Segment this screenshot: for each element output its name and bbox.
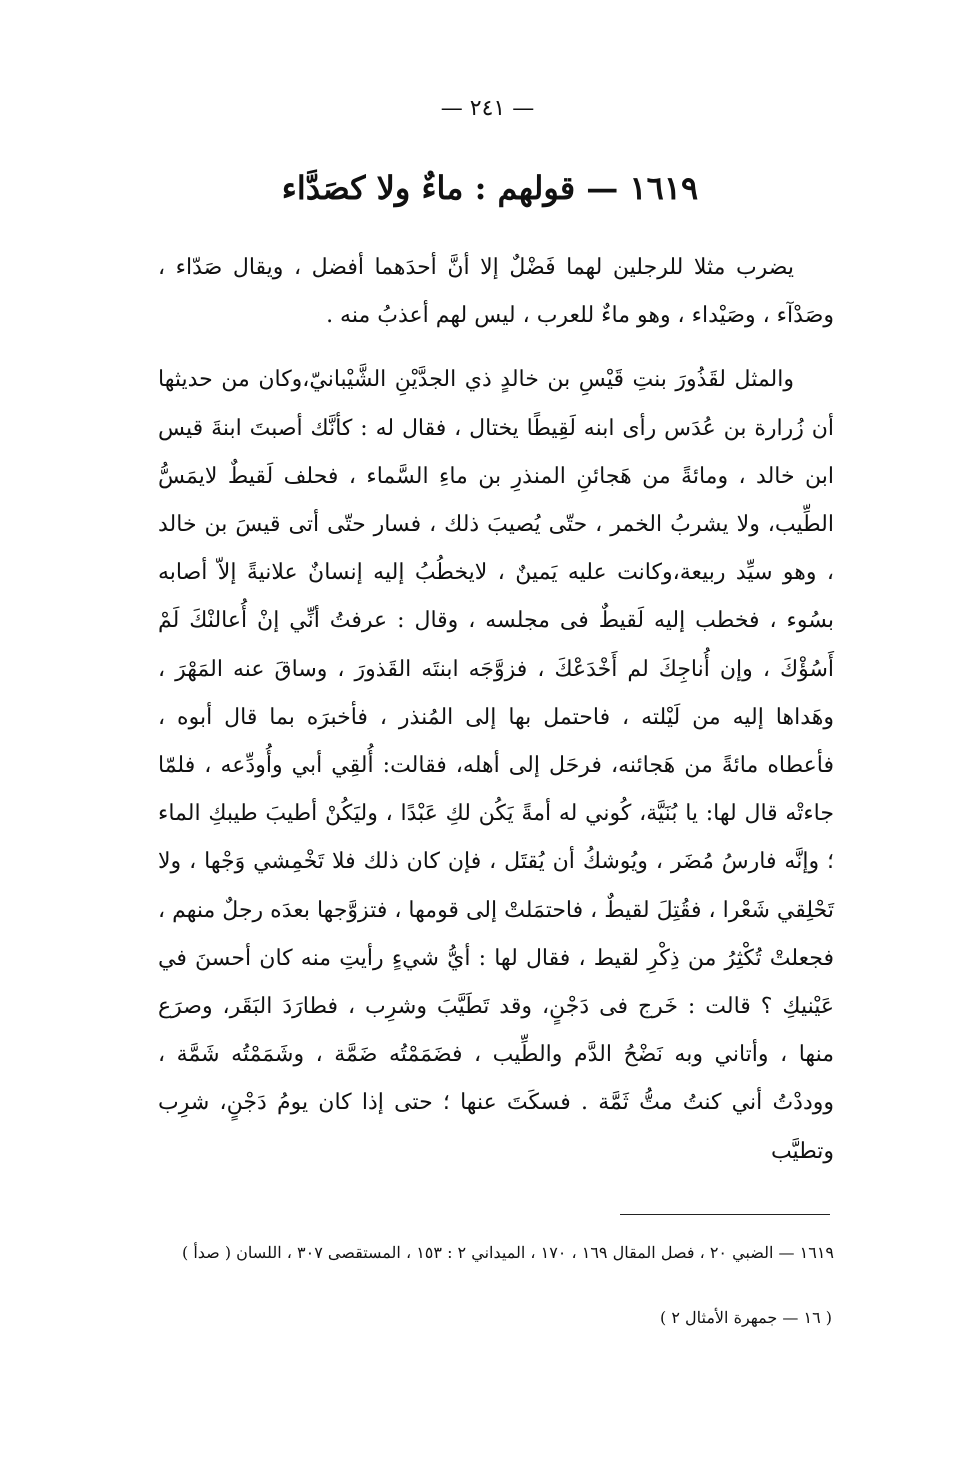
body-text (158, 244, 834, 1176)
footnote: ١٦١٩ — الضبي ٢٠ ، فصل المقال ١٦٩ ، ١٧٠ ، الميداني ٢ : ١٥٣ ، المستقصى ٣٠٧ ، اللسان ( صدأ ) (181, 1243, 834, 1262)
printer-signature: ( ١٦ — جمهرة الأمثال ٢ ) (660, 1308, 832, 1327)
paragraph: والمثل لقَذُورَ بنتِ قَيْسِ بن خالدٍ ذي الجدَّيْنِ الشَّيْبانيّ،وكان من حديثها أن زُرارة بن عُدَس رأى ابنه لَقِيطًا يختال ، فقال له : كأنَّك أصبتَ ابنةَ قيس ابن خالد ، ومائةً من هَجائنِ المنذرِ بن ماءِ السَّماء ، فحلف لَقيطٌ لايمَسُّ الطِّيب، ولا يشربُ الخمر ، حتّى يُصيبَ ذلك ، فسار حتّى أتى قيسَ بن خالد ، وهو سيِّد ربيعة،وكانت عليه يَمينٌ ، لايخطُبُ إليه إنسانٌ علانيةً إلاّ أصابه بسُوء ، فخطب إليه لَقيطٌ فى مجلسه ، وقال : عرفتُ أنِّي إنْ أُعالنْكَ لَمْ أَسُؤْكَ ، وإن أُناجِكَ لم أَخْدَعْكَ ، فزوَّجَه ابنتَه القَذورَ ، وساقَ عنه المَهْرَ ، وهَداها إليه من لَيْلته ، فاحتمل بها إلى المُنذر ، فأخبرَه بما قال أبوه ، فأعطاه مائةً من هَجائنه، فرحَل إلى أهله، فقالت: أُلقِي أبي وأُودِّعه ، فلمّا جاءتْه قال لها: يا بُنَيَّة، كُوني له أمةً يَكُن لكِ عَبْدًا ، وليَكُنْ أطيبَ طيبكِ الماء ؛ وإنَّه فارسُ مُضَر ، ويُوشكُ أن يُقتَل ، فإن كان ذلك فلا تَخْمِشي وَجْها ، ولا تَحْلِقي شَعْرا ، فقُتِلَ لقيطٌ ، فاحتمَلتْ إلى قومها ، فتزوَّجها بعدَه رجلٌ منهم ، فجعلتْ تُكْثِرُ من ذِكْرِ لقيط ، فقال لها : أيُّ شيءٍ رأيتِ منه كان أحسنَ في عَيْنيكِ ؟ قالت : خَرج فى دَجْنٍ، وقد تَطَيَّبَ وشرِب ، فطارَدَ البَقَر، وصرَع منها ، وأتاني وبه نَضْحُ الدَّم والطِّيب ، فضَمَمْتُه ضَمَّة ، وشَمَمْتُه شَمَّة ، ووددْتُ أني كنتُ متُّ ثَمَّة . فسكَتَ عنها ؛ حتى إذا كان يومُ دَجْنٍ، شرِب وتطيَّب (158, 367, 834, 1164)
paragraph: يضرب مثلا للرجلين لهما فَضْلٌ إلا أنَّ أحدَهما أفضل ، ويقال صَدّاء ، وصَدْآء ، وصَيْداء ، وهو ماءٌ للعرب ، ليس لهم أعذبُ منه . (158, 255, 834, 329)
entry-title: ١٦١٩ — قولهم : ماءٌ ولا كصَدَّاء (281, 169, 699, 207)
footnote-divider (620, 1214, 830, 1215)
page-number: — ٢٤١ — (440, 96, 535, 121)
